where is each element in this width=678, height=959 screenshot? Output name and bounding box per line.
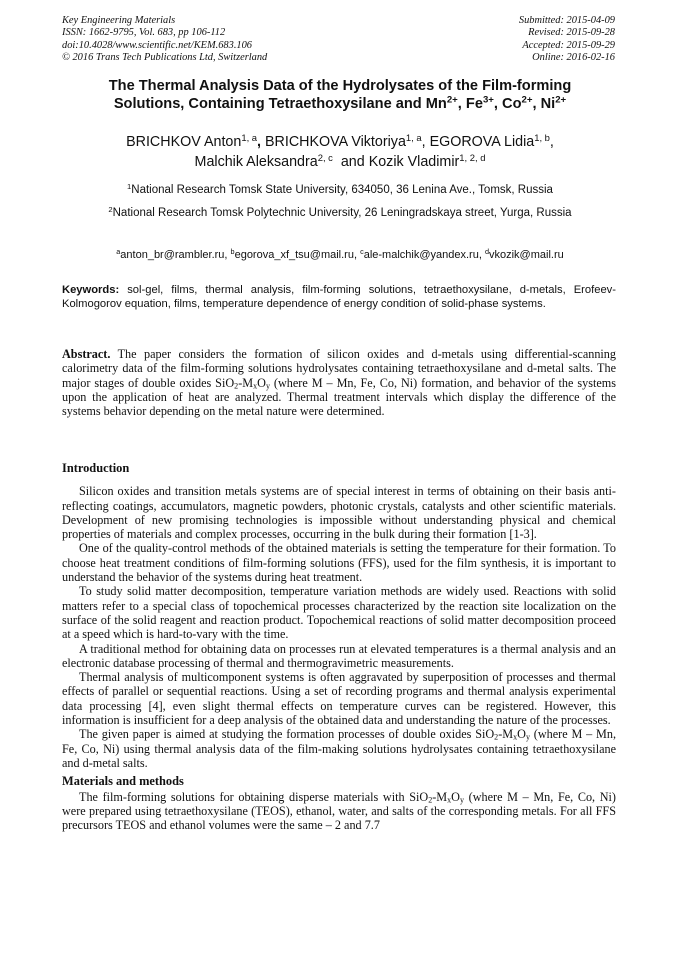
paragraph: The given paper is aimed at studying the formation processes of double oxides $SiO_2-M_xO_y$ (where M – Mn, Fe, Co, Ni) using thermal analysis data of the film-making solutions hydrolysates containing tetraethoxysilane and d-metal salts. [62, 727, 616, 770]
date-accepted: Accepted: 2015-09-29 [522, 39, 615, 51]
paragraph: Thermal analysis of multicomponent systems is often aggravated by superposition of processes and thermal effects of parallel or sequential reactions. Using a set of recording programs and thermal analysis experimental data processing [4], even slight thermal effects on temperature curves can be registered. However, this information is insufficient for a deep analysis of the obtained data and understanding the nature of the processes. [62, 670, 616, 728]
main-text [62, 461, 616, 832]
paragraph: To study solid matter decomposition, temperature variation methods are widely used. Reactions with solid matters refer to a special class of topochemical processes characterized by the reaction site localization on the surface of the solid reagent and reaction product. Topochemical reactions of solid matter decomposition proceed at a speed which is hard-to-vary with the time. [62, 584, 616, 642]
title-line-2: Solutions, Containing Tetraethoxysilane and $Mn^{2+}$, $Fe^{3+}$, $Co^{2+}$, $Ni^{2+}$ [113, 94, 567, 112]
abstract-label: Abstract. [62, 347, 111, 361]
author-name: BRICHKOVA Viktoriya [265, 134, 406, 150]
affiliation-1: $^1$National Research Tomsk State University, 634050, 36 Lenina Ave., Tomsk, Russia [127, 181, 553, 196]
keywords-label: Keywords: [62, 284, 120, 296]
date-submitted: Submitted: 2015-04-09 [518, 15, 615, 26]
author-name: Kozik Vladimir [368, 154, 460, 170]
title-line-1: The Thermal Analysis Data of the Hydrolysates of the Film-forming [108, 78, 572, 94]
authors-line-2: Malchik Aleksandra$^{2, c}$ and Kozik Vladimir$^{1, 2, d}$ [194, 151, 486, 170]
paragraph: The film-forming solutions for obtaining disperse materials with $SiO_2-M_xO_y$ (where M – Mn, Fe, Co, Ni) were prepared using tetraethoxysilane (TEOS), ethanol, water, and salts of the corresponding metals. For all FFS precursors TEOS and ethanol volumes were the same – 2 and 7.7 [62, 789, 616, 833]
date-revised: Revised: 2015-09-28 [528, 27, 615, 39]
author-name: Malchik Aleksandra [194, 154, 318, 170]
paragraph: Silicon oxides and transition metals systems are of special interest in terms of obtaining on their basis anti-reflecting coatings, accumulators, magnetic powders, photonic crystals, catalysts and other scientific materials. Development of new promising technologies is impossible without understanding physical and chemical properties of materials and complex processes, occurring in the bulk during their formation [1-3]. [62, 484, 616, 542]
author-emails: $^a$anton_br@rambler.ru, $^b$egorova_xf_tsu@mail.ru, $^c$ale-malchik@yandex.ru, $^d$vkozik@mail.ru [116, 247, 564, 261]
section-heading-introduction: Introduction [62, 461, 130, 475]
section-heading-materials-methods: Materials and methods [62, 774, 184, 789]
journal-header-right [519, 15, 615, 65]
date-online: Online: 2016-02-16 [532, 52, 615, 64]
keywords [62, 283, 616, 312]
journal-issn: ISSN: 1662-9795, Vol. 683, pp 106-112 [62, 27, 226, 39]
email-link[interactable]: egorova_xf_tsu@mail.ru [234, 249, 354, 261]
journal-copyright: © 2016 Trans Tech Publications Ltd, Switzerland [62, 52, 268, 64]
author-name: EGOROVA Lidia [429, 134, 535, 150]
keywords-text: sol-gel, films, thermal analysis, film-forming solutions, tetraethoxysilane, d-metals, Erofeev-Kolmogorov equation, films, temperature dependence of energy condition of solid-phase systems. [62, 284, 616, 311]
email-link[interactable]: anton_br@rambler.ru [120, 249, 225, 261]
email-link[interactable]: vkozik@mail.ru [489, 249, 564, 261]
author-list [70, 132, 610, 172]
abstract: Abstract. The paper considers the formation of silicon oxides and d-metals using differential-scanning calorimetry data of the film-forming solutions hydrolysates containing tetraethoxysilane and d-metal salts. The major stages of double oxides $SiO_2-M_xO_y$ (where M – Mn, Fe, Co, Ni) formation, and behavior of the systems upon the application of heat are analyzed. Thermal treatment intervals which display the difference of the systems behavior depending on the metal nature were determined. [62, 347, 616, 419]
paragraph: A traditional method for obtaining data on processes run at elevated temperatures is a thermal analysis and an electronic database processing of thermal and thermogravimetric measurements. [62, 641, 616, 670]
authors-line-1: BRICHKOV Anton$^{1, a}$, BRICHKOVA Viktoriya$^{1, a}$, EGOROVA Lidia$^{1, b}$, [126, 131, 554, 150]
paragraph: One of the quality-control methods of the obtained materials is setting the temperature for their formation. To choose heat treatment conditions of film-forming solutions (FFS), used for the film synthesis, it is important to understand the behavior of the systems during heat treatment. [62, 541, 616, 585]
journal-doi: doi:10.4028/www.scientific.net/KEM.683.106 [62, 39, 252, 51]
author-name: BRICHKOV Anton [126, 134, 242, 150]
affiliation-2: $^2$National Research Tomsk Polytechnic University, 26 Leningradskaya street, Yurga, Russia [108, 204, 572, 219]
journal-header-left [62, 15, 267, 65]
email-link[interactable]: ale-malchik@yandex.ru [363, 249, 479, 261]
paper-title [70, 77, 610, 113]
journal-name: Key Engineering Materials [62, 15, 176, 26]
